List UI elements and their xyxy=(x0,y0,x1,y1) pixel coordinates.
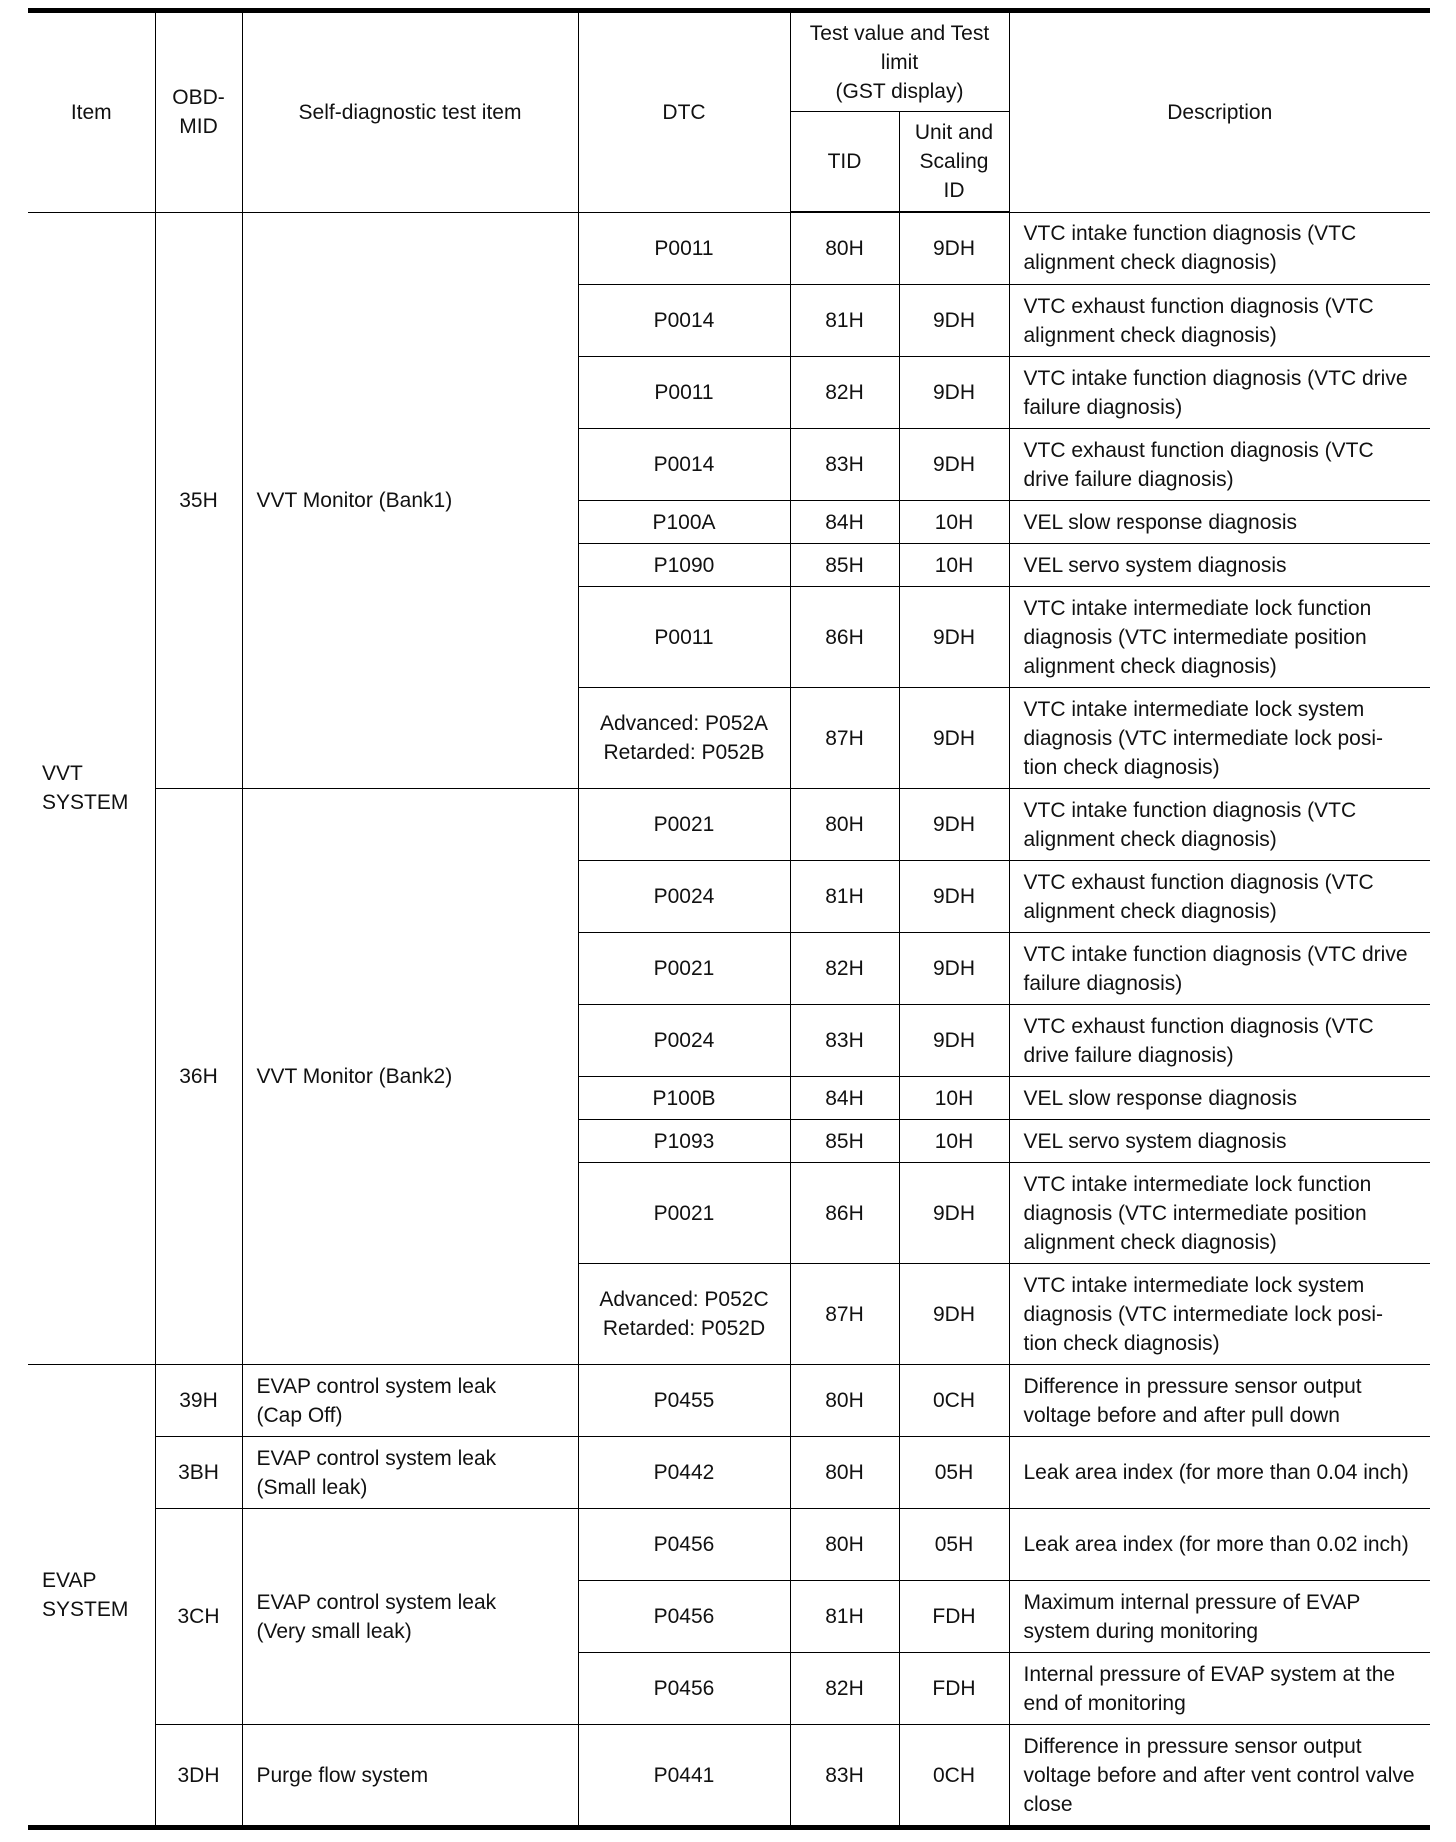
description-cell: VEL slow response diagnosis xyxy=(1009,501,1430,544)
unit-cell: 0CH xyxy=(899,1725,1009,1826)
header-unit-scaling: Unit and Scaling ID xyxy=(899,112,1009,213)
test-item-cell: Purge flow system xyxy=(242,1725,578,1826)
description-cell: VTC intake intermediate lock system diagnosis (VTC intermediate lock posi- tion check diagnosis) xyxy=(1009,1264,1430,1365)
tid-cell: 80H xyxy=(790,1365,899,1437)
description-cell: VTC exhaust function diagnosis (VTC drive failure diagnosis) xyxy=(1009,1005,1430,1077)
unit-cell: 10H xyxy=(899,1120,1009,1163)
description-cell: VTC exhaust function diagnosis (VTC alignment check diagnosis) xyxy=(1009,861,1430,933)
tid-cell: 85H xyxy=(790,544,899,587)
dtc-cell: P0456 xyxy=(578,1653,790,1725)
header-test-item: Self-diagnostic test item xyxy=(242,13,578,213)
tid-cell: 84H xyxy=(790,1077,899,1120)
description-cell: VEL slow response diagnosis xyxy=(1009,1077,1430,1120)
dtc-cell: P0441 xyxy=(578,1725,790,1826)
unit-cell: 9DH xyxy=(899,1163,1009,1264)
unit-cell: 05H xyxy=(899,1437,1009,1509)
header-test-value: Test value and Test limit (GST display) xyxy=(790,13,1009,112)
dtc-cell: Advanced: P052C Retarded: P052D xyxy=(578,1264,790,1365)
tid-cell: 81H xyxy=(790,861,899,933)
dtc-cell: P0456 xyxy=(578,1509,790,1581)
obd-mid-cell: 36H xyxy=(155,789,242,1365)
table-row xyxy=(28,1725,1430,1826)
obd-test-table xyxy=(28,12,1430,1826)
tid-cell: 83H xyxy=(790,1725,899,1826)
tid-cell: 80H xyxy=(790,212,899,285)
header-tid: TID xyxy=(790,112,899,213)
description-cell: VTC intake function diagnosis (VTC alignment check diagnosis) xyxy=(1009,789,1430,861)
unit-cell: 9DH xyxy=(899,587,1009,688)
unit-cell: 9DH xyxy=(899,429,1009,501)
dtc-cell: P0014 xyxy=(578,285,790,357)
test-item-cell: EVAP control system leak (Very small leak) xyxy=(242,1509,578,1725)
unit-cell: FDH xyxy=(899,1653,1009,1725)
dtc-cell: P0014 xyxy=(578,429,790,501)
obd-mid-cell: 39H xyxy=(155,1365,242,1437)
unit-cell: 10H xyxy=(899,1077,1009,1120)
tid-cell: 83H xyxy=(790,1005,899,1077)
unit-cell: 9DH xyxy=(899,861,1009,933)
obd-test-table-page xyxy=(28,8,1430,1830)
description-cell: Maximum internal pressure of EVAP system during monitoring xyxy=(1009,1581,1430,1653)
test-item-cell: EVAP control system leak (Cap Off) xyxy=(242,1365,578,1437)
header-item: Item xyxy=(28,13,155,213)
description-cell: VTC intake function diagnosis (VTC drive failure diagnosis) xyxy=(1009,357,1430,429)
dtc-cell: P100A xyxy=(578,501,790,544)
description-cell: VTC intake intermediate lock function diagnosis (VTC intermediate position alignment check diagnosis) xyxy=(1009,587,1430,688)
dtc-cell: P1090 xyxy=(578,544,790,587)
header-description: Description xyxy=(1009,13,1430,213)
table-row xyxy=(28,789,1430,861)
header-row xyxy=(28,13,1430,112)
description-cell: VTC intake intermediate lock function diagnosis (VTC intermediate position alignment check diagnosis) xyxy=(1009,1163,1430,1264)
obd-mid-cell: 35H xyxy=(155,212,242,789)
dtc-cell: P0024 xyxy=(578,861,790,933)
description-cell: Difference in pressure sensor output voltage before and after vent control valve close xyxy=(1009,1725,1430,1826)
group-item-cell: VVT SYSTEM xyxy=(28,212,155,1365)
unit-cell: 05H xyxy=(899,1509,1009,1581)
description-cell: Internal pressure of EVAP system at the end of monitoring xyxy=(1009,1653,1430,1725)
description-cell: VTC intake function diagnosis (VTC alignment check diagnosis) xyxy=(1009,212,1430,285)
dtc-cell: P100B xyxy=(578,1077,790,1120)
unit-cell: 9DH xyxy=(899,212,1009,285)
description-cell: Difference in pressure sensor output voltage before and after pull down xyxy=(1009,1365,1430,1437)
unit-cell: 10H xyxy=(899,501,1009,544)
tid-cell: 81H xyxy=(790,1581,899,1653)
obd-mid-cell: 3CH xyxy=(155,1509,242,1725)
dtc-cell: Advanced: P052A Retarded: P052B xyxy=(578,688,790,789)
description-cell: VTC exhaust function diagnosis (VTC drive failure diagnosis) xyxy=(1009,429,1430,501)
header-obd-mid: OBD- MID xyxy=(155,13,242,213)
obd-mid-cell: 3DH xyxy=(155,1725,242,1826)
tid-cell: 80H xyxy=(790,789,899,861)
dtc-cell: P0024 xyxy=(578,1005,790,1077)
unit-cell: 9DH xyxy=(899,1264,1009,1365)
dtc-cell: P0011 xyxy=(578,587,790,688)
table-row xyxy=(28,212,1430,285)
tid-cell: 82H xyxy=(790,933,899,1005)
unit-cell: 9DH xyxy=(899,1005,1009,1077)
test-item-cell: VVT Monitor (Bank1) xyxy=(242,212,578,789)
description-cell: VTC exhaust function diagnosis (VTC alignment check diagnosis) xyxy=(1009,285,1430,357)
unit-cell: 9DH xyxy=(899,285,1009,357)
table-row xyxy=(28,1509,1430,1581)
test-item-cell: VVT Monitor (Bank2) xyxy=(242,789,578,1365)
tid-cell: 82H xyxy=(790,357,899,429)
table-row xyxy=(28,1437,1430,1509)
tid-cell: 80H xyxy=(790,1509,899,1581)
tid-cell: 80H xyxy=(790,1437,899,1509)
unit-cell: 10H xyxy=(899,544,1009,587)
unit-cell: 9DH xyxy=(899,688,1009,789)
obd-mid-cell: 3BH xyxy=(155,1437,242,1509)
description-cell: VEL servo system diagnosis xyxy=(1009,544,1430,587)
unit-cell: 0CH xyxy=(899,1365,1009,1437)
tid-cell: 84H xyxy=(790,501,899,544)
tid-cell: 81H xyxy=(790,285,899,357)
unit-cell: 9DH xyxy=(899,789,1009,861)
table-row xyxy=(28,1365,1430,1437)
tid-cell: 87H xyxy=(790,1264,899,1365)
tid-cell: 85H xyxy=(790,1120,899,1163)
dtc-cell: P0442 xyxy=(578,1437,790,1509)
description-cell: VEL servo system diagnosis xyxy=(1009,1120,1430,1163)
test-item-cell: EVAP control system leak (Small leak) xyxy=(242,1437,578,1509)
tid-cell: 86H xyxy=(790,1163,899,1264)
unit-cell: 9DH xyxy=(899,933,1009,1005)
dtc-cell: P0021 xyxy=(578,1163,790,1264)
description-cell: VTC intake function diagnosis (VTC drive failure diagnosis) xyxy=(1009,933,1430,1005)
dtc-cell: P0021 xyxy=(578,789,790,861)
dtc-cell: P0011 xyxy=(578,357,790,429)
dtc-cell: P1093 xyxy=(578,1120,790,1163)
unit-cell: 9DH xyxy=(899,357,1009,429)
header-dtc: DTC xyxy=(578,13,790,213)
dtc-cell: P0455 xyxy=(578,1365,790,1437)
description-cell: Leak area index (for more than 0.04 inch) xyxy=(1009,1437,1430,1509)
tid-cell: 82H xyxy=(790,1653,899,1725)
tid-cell: 83H xyxy=(790,429,899,501)
unit-cell: FDH xyxy=(899,1581,1009,1653)
tid-cell: 86H xyxy=(790,587,899,688)
tid-cell: 87H xyxy=(790,688,899,789)
description-cell: Leak area index (for more than 0.02 inch) xyxy=(1009,1509,1430,1581)
description-cell: VTC intake intermediate lock system diagnosis (VTC intermediate lock posi- tion check diagnosis) xyxy=(1009,688,1430,789)
dtc-cell: P0011 xyxy=(578,212,790,285)
group-item-cell: EVAP SYSTEM xyxy=(28,1365,155,1826)
dtc-cell: P0456 xyxy=(578,1581,790,1653)
dtc-cell: P0021 xyxy=(578,933,790,1005)
